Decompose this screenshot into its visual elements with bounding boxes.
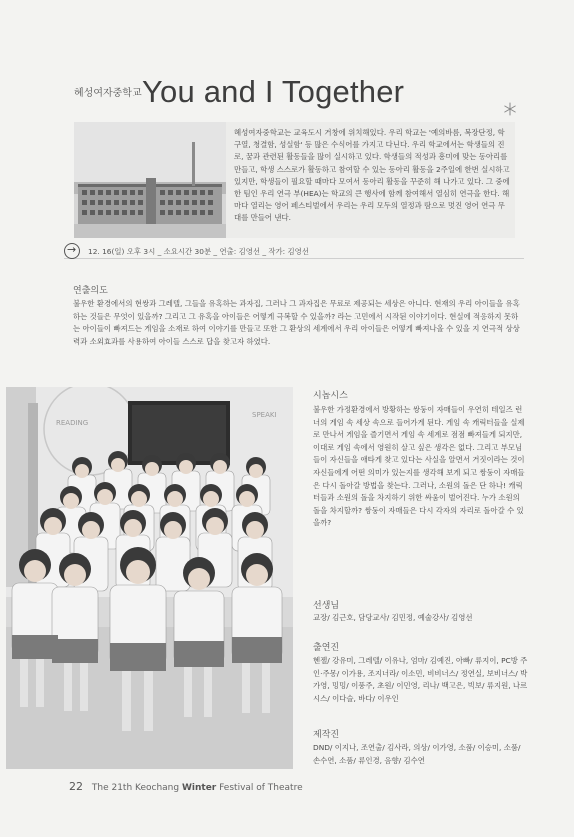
intent-paragraph: 불우한 환경에서의 현쌍과 그레텔, 그들을 유혹하는 과자집, 그러나 그 과자집은 무료로 제공되는 세상은 아니다. 현재의 우리 아이들을 유혹하는 것들은 무엇이 있을까? 그리고 그 유혹을 아이들은 어떻게 극복할 수 있을까? 라는 고민에서 시작된 이야기이다. 현실에 적응하지 못하는 아이들이 빠져드는 게임을 소재로 하여 이야기를 만들고 또한 그 환상의 세계에서 우리 아이들은 어떻게 빠져나올 수 있을 지 연극적 상상력과 소외효과를 사용하여 아이들 스스로 답을 찾고자 하였다. <box>73 299 520 346</box>
svg-text:READING: READING <box>56 419 89 427</box>
page-title: You and I Together <box>142 74 405 109</box>
intent-heading: 연출의도 <box>73 286 108 296</box>
teacher-text: 교장/ 김근호, 담당교사/ 김민정, 예술강사/ 김영선 <box>313 613 473 622</box>
footer-text-bold: Winter <box>181 783 217 793</box>
staff-text: DND/ 이지나, 조연출/ 김사라, 의상/ 이가영, 소품/ 이승미, 소품/ 손수연, 소품/ 류인경, 음향/ 김수연 <box>313 743 521 765</box>
cast-heading: 출연진 <box>313 643 340 653</box>
cast-text: 헨젤/ 강유미, 그레텔/ 이유나, 엄마/ 김예진, 아빠/ 류지이, PC방 주인·주몽/ 이가용, 조지너라/ 이소민, 비비너스/ 정연실, 보비너스/ 박가영, 밍밍/ 이풍주, 초원/ 이민영, 리나/ 백고은, 빅보/ 류지원, 나르시스/ 이다슬, 바다/ 이우인 <box>313 656 528 703</box>
school-name: 혜성여자중학교 <box>74 88 142 99</box>
svg-text:SPEAKI: SPEAKI <box>252 411 277 419</box>
teacher-heading: 선생님 <box>313 601 340 611</box>
staff-heading: 제작진 <box>313 730 340 740</box>
footer-text-post: Festival of Theatre <box>219 783 303 793</box>
performance-info <box>64 243 524 259</box>
intro-box <box>74 122 515 238</box>
synopsis-paragraph: 불우한 가정환경에서 방황하는 쌍둥이 자매들이 우연히 테일즈 런너의 게임 속 세상 속으로 들어가게 된다. 게임 속 캐릭터들을 실제로 만나서 게임을 즐기면서 게임 속 세계로 점점 빠져들게 되지만, 이대로 게임 속에서 영원히 살고 싶은 생각은 없다. 그리고 부모님들이 자신들을 애타게 찾고 있다는 사실을 알면서 거짓이라는 것이 자신들에게 어떤 의미가 있는지를 생각해 보게 되고 쌍둥이 자매들은 다시 돌아갈 방법을 찾는다. 그러나, 소원의 돌은 단 하나! 캐릭터들과 소원의 돌을 차지하기 위한 싸움이 벌어진다. 누가 소원의 돌을 차지할까? 쌍둥이 자매들은 다시 각자의 자리로 돌아갈 수 있을까? <box>313 405 525 528</box>
footer-text-pre: The 21th Keochang <box>91 783 180 793</box>
intro-paragraph: 혜성여자중학교는 교육도시 거창에 위치해있다. 우리 학교는 '예의바름, 복장단정, 학구열, 청결함, 성실함' 등 많은 수식어를 가지고 다닌다. 우리 학교에서는 학생들의 진로, 꿈과 관련된 활동들을 많이 실시하고 있다. 학생들의 적성과 흥미에 맞는 동아리를 만들고, 학생 스스로가 활동하고 참여할 수 있는 동아리 활동을 2주일에 한번 실시하고 있지만, 학생들이 필요할 때마다 모여서 동아리 활동을 꾸준히 해 나가고 있다. 그 중에 한 팀인 우리 연극 부(HEA)는 학교의 큰 행사에 함께 참여해서 열심히 연극을 한다. 해마다 열리는 영어 페스티벌에서 우리는 우리 모두의 열정과 땀으로 멋진 영어 연극 무대를 만들어 낸다. <box>234 128 510 223</box>
page-number: 22 <box>69 780 83 793</box>
synopsis-heading: 시놉시스 <box>313 391 348 401</box>
arrow-right-icon: → <box>64 243 80 259</box>
performance-info-text: 12. 16(일) 오후 3시 _ 소요시간 30분 _ 연출: 김영선 _ 작가: 김영선 <box>88 247 309 256</box>
group-photo <box>6 387 293 769</box>
page-footer <box>69 780 303 793</box>
snowflake-icon <box>503 102 517 116</box>
school-building-photo <box>74 122 226 238</box>
